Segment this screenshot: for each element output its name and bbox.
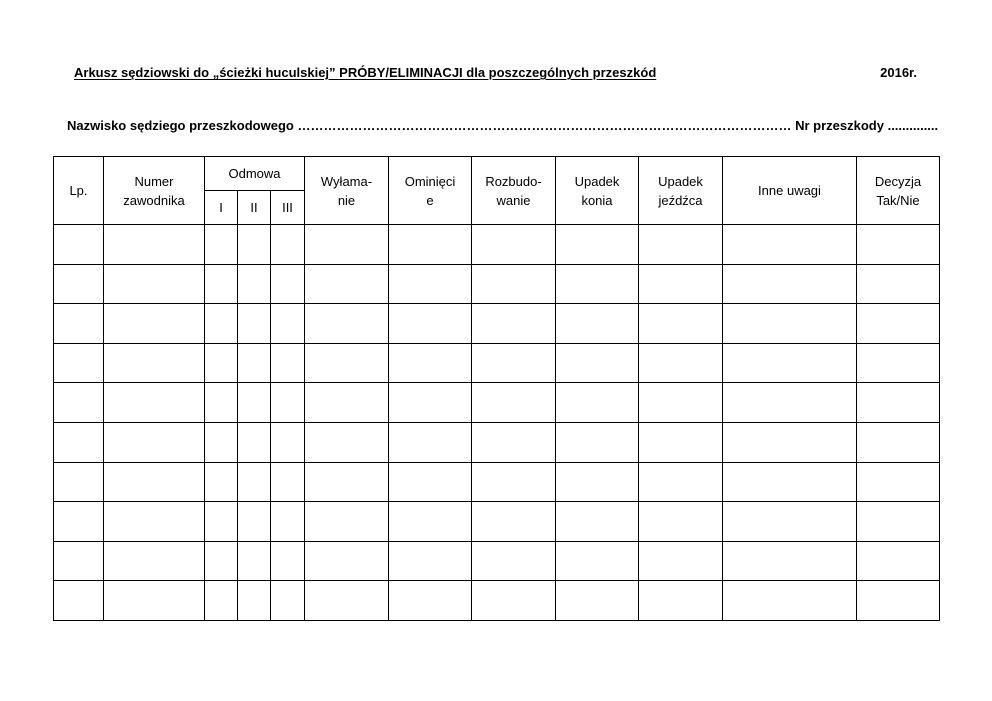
header-inne-uwagi — [723, 157, 857, 225]
entry-cell[interactable] — [639, 264, 723, 304]
entry-cell[interactable] — [639, 304, 723, 344]
entry-cell[interactable] — [389, 304, 472, 344]
judge-label: Nazwisko sędziego przeszkodowego — [67, 118, 294, 133]
entry-cell[interactable] — [54, 343, 104, 383]
entry-cell[interactable] — [857, 343, 940, 383]
header-numer-line1: Numer — [134, 173, 174, 189]
table-row — [54, 225, 940, 265]
table-row — [54, 383, 940, 423]
entry-cell[interactable] — [723, 422, 857, 462]
table-row — [54, 462, 940, 502]
header-decyzja-line1: Decyzja — [874, 173, 922, 189]
entry-cell[interactable] — [205, 422, 238, 462]
entry-cell[interactable] — [54, 581, 104, 621]
header-ominiecie-line1: Ominięci — [404, 173, 456, 189]
header-odmowa-ii: II — [238, 191, 271, 225]
entry-cell[interactable] — [472, 541, 556, 581]
entry-cell[interactable] — [472, 383, 556, 423]
entry-cell[interactable] — [472, 422, 556, 462]
entry-cell[interactable] — [472, 581, 556, 621]
entry-cell[interactable] — [857, 541, 940, 581]
entry-cell[interactable] — [205, 462, 238, 502]
entry-cell[interactable] — [104, 225, 205, 265]
entry-cell[interactable] — [556, 502, 639, 542]
entry-cell[interactable] — [556, 264, 639, 304]
entry-cell[interactable] — [104, 304, 205, 344]
header-decyzja — [857, 157, 940, 225]
entry-cell[interactable] — [271, 304, 305, 344]
entry-cell[interactable] — [238, 304, 271, 344]
entry-cell[interactable] — [857, 462, 940, 502]
entry-cell[interactable] — [389, 541, 472, 581]
entry-cell[interactable] — [305, 541, 389, 581]
entry-cell[interactable] — [205, 225, 238, 265]
entry-cell[interactable] — [305, 343, 389, 383]
entry-cell[interactable] — [205, 383, 238, 423]
entry-cell[interactable] — [104, 264, 205, 304]
entry-cell[interactable] — [238, 422, 271, 462]
entry-cell[interactable] — [104, 462, 205, 502]
entry-cell[interactable] — [104, 581, 205, 621]
header-numer-line2: zawodnika — [123, 192, 185, 208]
header-wylamanie-line2: nie — [337, 192, 356, 208]
entry-cell[interactable] — [556, 383, 639, 423]
entry-cell[interactable] — [472, 502, 556, 542]
header-odmowa — [205, 157, 305, 191]
entry-cell[interactable] — [305, 225, 389, 265]
entry-cell[interactable] — [857, 225, 940, 265]
entry-cell[interactable] — [104, 343, 205, 383]
header-upadek-jezdzca-line1: Upadek — [658, 173, 703, 189]
entry-cell[interactable] — [104, 541, 205, 581]
entry-cell[interactable] — [54, 422, 104, 462]
entry-cell[interactable] — [205, 343, 238, 383]
entry-cell[interactable] — [723, 502, 857, 542]
table-row — [54, 502, 940, 542]
entry-cell[interactable] — [556, 304, 639, 344]
entry-cell[interactable] — [556, 462, 639, 502]
entry-cell[interactable] — [389, 581, 472, 621]
entry-cell[interactable] — [205, 264, 238, 304]
entry-cell[interactable] — [723, 581, 857, 621]
entry-cell[interactable] — [54, 541, 104, 581]
header-lp-label: Lp. — [69, 183, 88, 198]
entry-cell[interactable] — [205, 502, 238, 542]
entry-cell[interactable] — [104, 422, 205, 462]
entry-cell[interactable] — [54, 502, 104, 542]
entry-cell[interactable] — [271, 541, 305, 581]
header-odmowa-iii: III — [271, 191, 305, 225]
entry-cell[interactable] — [857, 581, 940, 621]
table-body — [54, 225, 940, 621]
entry-cell[interactable] — [205, 581, 238, 621]
entry-cell[interactable] — [271, 502, 305, 542]
entry-cell[interactable] — [723, 225, 857, 265]
entry-cell[interactable] — [389, 383, 472, 423]
entry-cell[interactable] — [238, 343, 271, 383]
table-row — [54, 541, 940, 581]
entry-cell[interactable] — [238, 264, 271, 304]
header-lp — [54, 157, 104, 225]
entry-cell[interactable] — [639, 422, 723, 462]
judge-name-blank[interactable]: …………………………………………………………………………………………………… — [297, 118, 792, 133]
header-upadek-konia-line2: konia — [581, 192, 613, 208]
entry-cell[interactable] — [205, 304, 238, 344]
entry-cell[interactable] — [723, 343, 857, 383]
entry-cell[interactable] — [54, 383, 104, 423]
entry-cell[interactable] — [238, 383, 271, 423]
entry-cell[interactable] — [556, 581, 639, 621]
entry-cell[interactable] — [238, 462, 271, 502]
entry-cell[interactable] — [857, 383, 940, 423]
entry-cell[interactable] — [389, 502, 472, 542]
entry-cell[interactable] — [472, 304, 556, 344]
entry-cell[interactable] — [305, 502, 389, 542]
entry-cell[interactable] — [556, 225, 639, 265]
header-rozbudowanie — [472, 157, 556, 225]
entry-cell[interactable] — [271, 225, 305, 265]
entry-cell[interactable] — [104, 383, 205, 423]
header-ominiecie-line2: e — [426, 192, 434, 208]
entry-cell[interactable] — [723, 541, 857, 581]
header-upadek-jezdzca — [639, 157, 723, 225]
entry-cell[interactable] — [305, 264, 389, 304]
obstacle-number-blank[interactable]: .............. — [887, 118, 939, 133]
entry-cell[interactable] — [271, 343, 305, 383]
entry-cell[interactable] — [305, 581, 389, 621]
entry-cell[interactable] — [723, 304, 857, 344]
header-wylamanie-line1: Wyłama- — [320, 173, 373, 189]
entry-cell[interactable] — [54, 264, 104, 304]
entry-cell[interactable] — [857, 304, 940, 344]
entry-cell[interactable] — [271, 462, 305, 502]
entry-cell[interactable] — [238, 225, 271, 265]
entry-cell[interactable] — [54, 462, 104, 502]
judging-table — [53, 156, 940, 621]
header-upadek-konia — [556, 157, 639, 225]
entry-cell[interactable] — [857, 264, 940, 304]
entry-cell[interactable] — [305, 462, 389, 502]
entry-cell[interactable] — [389, 225, 472, 265]
entry-cell[interactable] — [723, 383, 857, 423]
entry-cell[interactable] — [305, 304, 389, 344]
entry-cell[interactable] — [639, 581, 723, 621]
table-row — [54, 304, 940, 344]
entry-cell[interactable] — [389, 264, 472, 304]
table-row — [54, 264, 940, 304]
header-wylamanie — [305, 157, 389, 225]
entry-cell[interactable] — [389, 462, 472, 502]
entry-cell[interactable] — [271, 264, 305, 304]
header-numer-zawodnika — [104, 157, 205, 225]
entry-cell[interactable] — [205, 541, 238, 581]
sheet-title-text: Arkusz sędziowski do „ścieżki huculskiej” PRÓBY/ELIMINACJI dla poszczególnych przeszkód — [74, 65, 657, 80]
entry-cell[interactable] — [104, 502, 205, 542]
entry-cell[interactable] — [54, 225, 104, 265]
entry-cell[interactable] — [238, 541, 271, 581]
header-decyzja-line2: Tak/Nie — [876, 192, 920, 208]
entry-cell[interactable] — [723, 462, 857, 502]
entry-cell[interactable] — [639, 541, 723, 581]
header-odmowa-i: I — [205, 191, 238, 225]
table-row — [54, 343, 940, 383]
entry-cell[interactable] — [238, 581, 271, 621]
header-odmowa-label: Odmowa — [228, 166, 281, 181]
entry-cell[interactable] — [639, 225, 723, 265]
table-row — [54, 422, 940, 462]
entry-cell[interactable] — [238, 502, 271, 542]
entry-cell[interactable] — [271, 581, 305, 621]
entry-cell[interactable] — [639, 502, 723, 542]
entry-cell[interactable] — [857, 502, 940, 542]
entry-cell[interactable] — [639, 462, 723, 502]
entry-cell[interactable] — [389, 343, 472, 383]
header-ominiecie — [389, 157, 472, 225]
entry-cell[interactable] — [305, 422, 389, 462]
entry-cell[interactable] — [54, 304, 104, 344]
entry-cell[interactable] — [723, 264, 857, 304]
entry-cell[interactable] — [271, 383, 305, 423]
entry-cell[interactable] — [389, 422, 472, 462]
sheet-title — [74, 65, 919, 80]
entry-cell[interactable] — [556, 541, 639, 581]
entry-cell[interactable] — [857, 422, 940, 462]
entry-cell[interactable] — [639, 343, 723, 383]
table-row — [54, 581, 940, 621]
entry-cell[interactable] — [271, 422, 305, 462]
entry-cell[interactable] — [472, 462, 556, 502]
obstacle-label: Nr przeszkody — [795, 118, 884, 133]
sheet-year: 2016r. — [880, 65, 917, 80]
header-rozbudowanie-line1: Rozbudo- — [485, 173, 542, 189]
header-rozbudowanie-line2: wanie — [496, 192, 531, 208]
judge-line — [67, 118, 939, 133]
entry-cell[interactable] — [472, 225, 556, 265]
entry-cell[interactable] — [556, 422, 639, 462]
header-inne-uwagi-label: Inne uwagi — [758, 183, 821, 198]
entry-cell[interactable] — [472, 343, 556, 383]
entry-cell[interactable] — [639, 383, 723, 423]
header-upadek-jezdzca-line2: jeźdźca — [658, 192, 703, 208]
entry-cell[interactable] — [472, 264, 556, 304]
header-upadek-konia-line1: Upadek — [574, 173, 620, 189]
entry-cell[interactable] — [305, 383, 389, 423]
entry-cell[interactable] — [556, 343, 639, 383]
